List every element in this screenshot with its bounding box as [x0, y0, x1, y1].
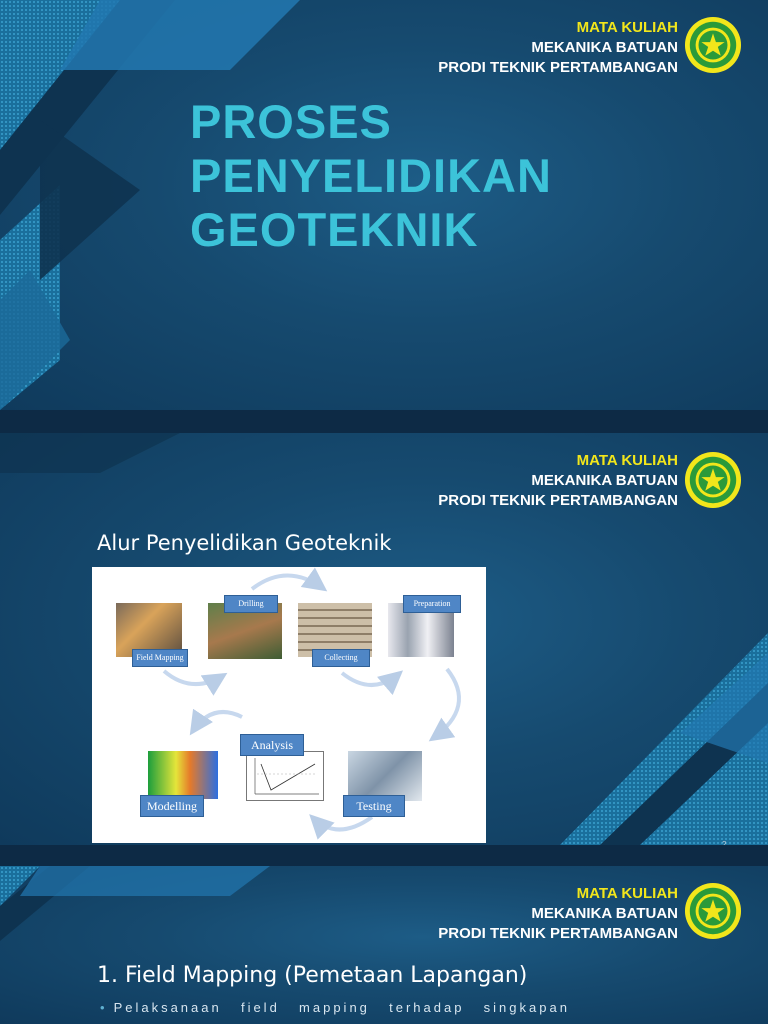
slide-title	[190, 95, 552, 257]
workflow-diagram	[92, 567, 486, 843]
slide-gap	[0, 845, 768, 866]
analysis-graph	[246, 751, 324, 801]
bullet-word: terhadap	[389, 1000, 465, 1015]
course-name: MEKANIKA BATUAN	[531, 39, 678, 56]
step-drilling: Drilling	[224, 595, 278, 613]
slide-header	[438, 884, 678, 944]
course-name: MEKANIKA BATUAN	[531, 472, 678, 489]
bullet-word: field	[240, 1000, 280, 1015]
testing-photo	[348, 751, 422, 801]
step-modelling: Modelling	[140, 795, 204, 817]
slide-header	[438, 451, 678, 511]
modelling-image	[148, 751, 218, 799]
bullet-point	[100, 1000, 570, 1015]
bullet-word: Pelaksanaan	[113, 1000, 222, 1015]
slide-1	[0, 0, 768, 410]
bullet-word: mapping	[299, 1000, 370, 1015]
mata-kuliah-label: MATA KULIAH	[576, 452, 678, 469]
bullet-dot-icon: •	[100, 1000, 108, 1015]
slide-3-heading: 1. Field Mapping (Pemetaan Lapangan)	[97, 963, 528, 988]
course-name: MEKANIKA BATUAN	[531, 905, 678, 922]
step-analysis: Analysis	[240, 734, 304, 756]
analysis-graph-plot	[247, 752, 323, 800]
program-name: PRODI TEKNIK PERTAMBANGAN	[438, 59, 678, 76]
slide-gap	[0, 410, 768, 433]
mata-kuliah-label: MATA KULIAH	[576, 19, 678, 36]
bullet-word: singkapan	[483, 1000, 570, 1015]
step-testing: Testing	[343, 795, 405, 817]
step-field-mapping: Field Mapping	[132, 649, 188, 667]
university-seal-icon	[684, 882, 742, 940]
program-name: PRODI TEKNIK PERTAMBANGAN	[438, 492, 678, 509]
slide-2-heading: Alur Penyelidikan Geoteknik	[97, 531, 392, 555]
title-line: GEOTEKNIK	[190, 203, 479, 256]
program-name: PRODI TEKNIK PERTAMBANGAN	[438, 925, 678, 942]
university-seal-icon	[684, 451, 742, 509]
step-preparation: Preparation	[403, 595, 461, 613]
slide-header	[438, 18, 678, 78]
mata-kuliah-label: MATA KULIAH	[576, 885, 678, 902]
university-seal-icon	[684, 16, 742, 74]
step-collecting: Collecting	[312, 649, 370, 667]
title-line: PENYELIDIKAN	[190, 149, 552, 202]
title-line: PROSES	[190, 95, 392, 148]
